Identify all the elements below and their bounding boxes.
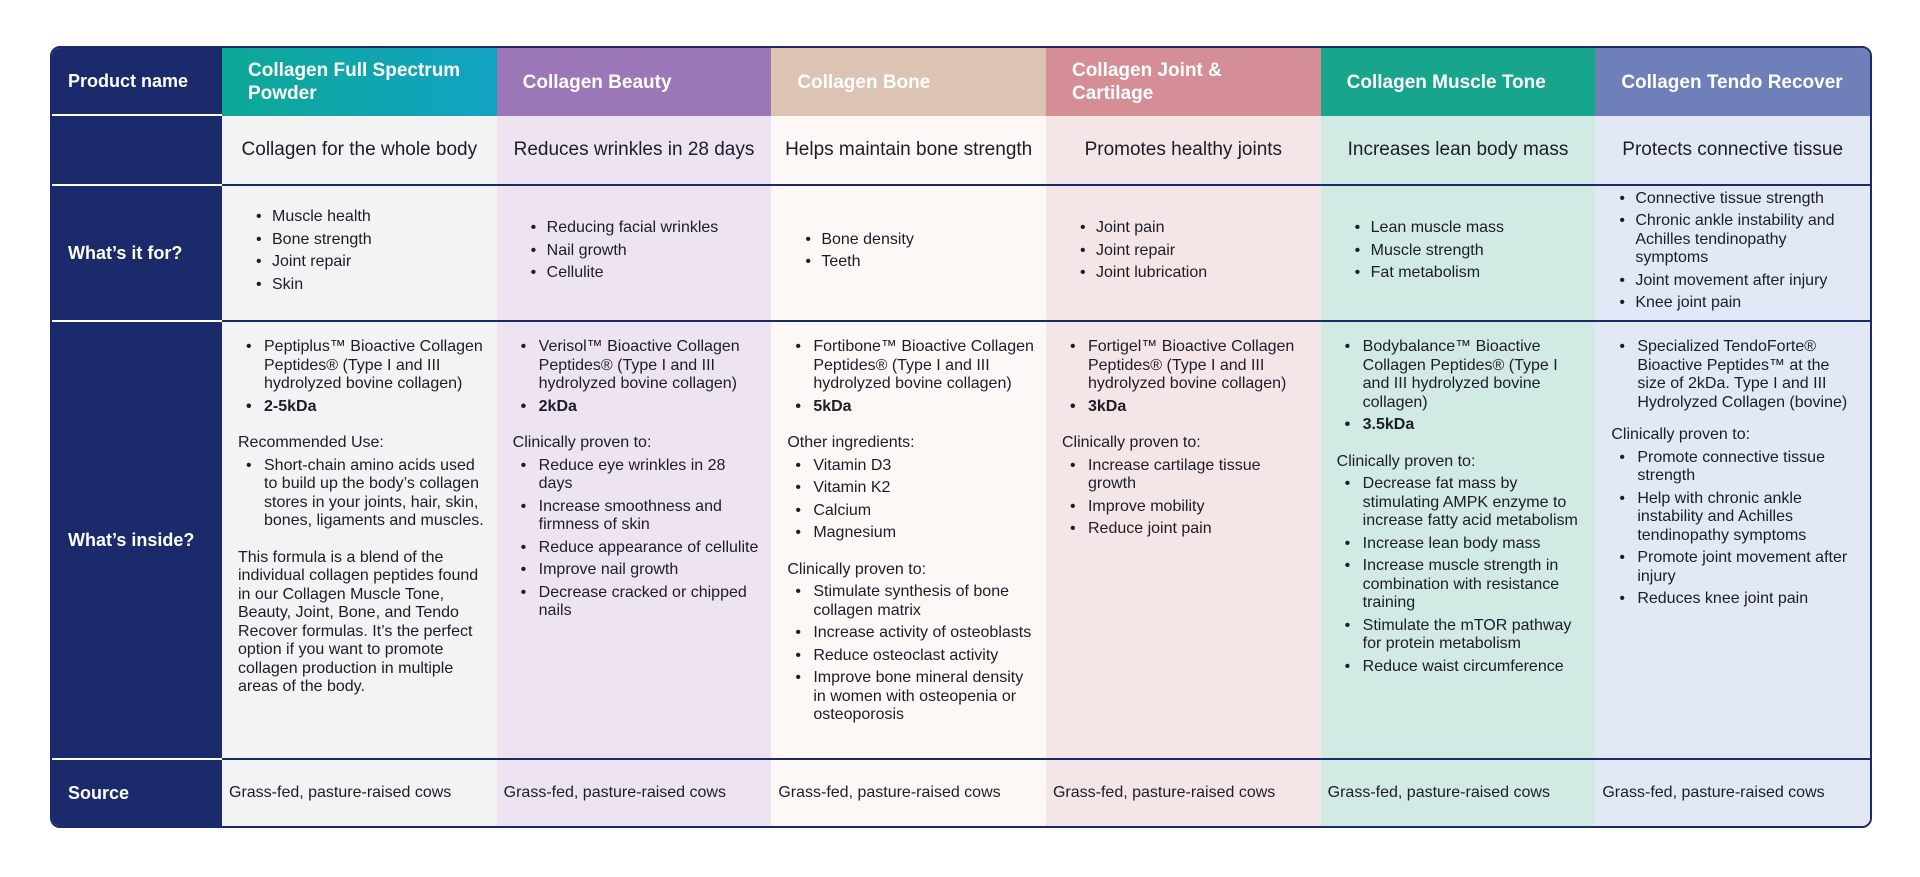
list-item: • Calcium (787, 502, 1036, 521)
peptide-description: • Verisol™ Bioactive Collagen Peptides® (Type I and III hydrolyzed bovine collagen) (513, 338, 762, 394)
peptide-size: • 3kDa (1062, 398, 1311, 417)
list-item: • Decrease fat mass by stimulating AMPK enzyme to increase fatty acid metabolism (1337, 475, 1586, 531)
uses-list (1070, 219, 1207, 287)
list-item: • Improve nail growth (513, 561, 762, 580)
peptide-list (787, 338, 1036, 416)
list-item: • Cellulite (521, 264, 719, 283)
uses-full-spectrum (222, 186, 497, 322)
peptide-description: • Fortibone™ Bioactive Collagen Peptides® (Type I and III hydrolyzed bovine collagen) (787, 338, 1036, 394)
peptide-list (513, 338, 762, 416)
list-item: • Joint repair (1070, 242, 1207, 261)
list-item: • Fat metabolism (1345, 264, 1504, 283)
list-item: • Stimulate synthesis of bone collagen matrix (787, 583, 1036, 620)
row-label-source: Source (52, 760, 222, 826)
list-item: • Vitamin K2 (787, 479, 1036, 498)
product-header-muscle: Collagen Muscle Tone (1321, 48, 1596, 116)
section-heading: Clinically proven to: (1061, 434, 1201, 451)
peptide-description: • Specialized TendoForte® Bioactive Peptides™ at the size of 2kDa. Type I and III Hydrolyzed Collagen (bovine) (1611, 338, 1860, 412)
list-item: • Joint pain (1070, 219, 1207, 238)
list-item: • Short-chain amino acids used to build up the body’s collagen stores in your joints, hair, skin, bones, ligaments and muscles. (238, 457, 487, 531)
list-item: • Chronic ankle instability and Achilles tendinopathy symptoms (1609, 212, 1862, 268)
uses-list (1609, 190, 1862, 317)
peptide-size: • 2-5kDa (238, 398, 487, 417)
tagline-full-spectrum: Collagen for the whole body (222, 116, 497, 186)
source-beauty: Grass-fed, pasture-raised cows (497, 760, 772, 826)
list-item: • Promote joint movement after injury (1611, 549, 1860, 586)
product-header-full-spectrum: Collagen Full Spectrum Powder (222, 48, 497, 116)
list-item: • Promote connective tissue strength (1611, 449, 1860, 486)
section-heading: Clinically proven to: (787, 560, 927, 578)
peptide-list (238, 338, 487, 416)
list-item: • Stimulate the mTOR pathway for protein metabolism (1337, 617, 1586, 654)
list-item: • Knee joint pain (1609, 294, 1862, 313)
tagline-bone: Helps maintain bone strength (771, 116, 1046, 186)
section-heading: Other ingredients: (787, 434, 915, 451)
peptide-list (1611, 338, 1860, 412)
source-full-spectrum: Grass-fed, pasture-raised cows (222, 760, 497, 826)
list-item: • Reduce waist circumference (1337, 658, 1586, 677)
list-item: • Joint repair (246, 253, 372, 272)
uses-list (246, 208, 372, 298)
list-item: • Reduce eye wrinkles in 28 days (513, 457, 762, 494)
source-bone: Grass-fed, pasture-raised cows (771, 760, 1046, 826)
uses-list (1345, 219, 1504, 287)
inside-full-spectrum (222, 322, 497, 760)
section-list (513, 457, 762, 621)
list-item: • Bone strength (246, 231, 372, 250)
row-label-inside: What’s inside? (52, 322, 222, 760)
tagline-tendo: Protects connective tissue (1595, 116, 1870, 186)
row-label-purpose: What’s it for? (52, 186, 222, 322)
section-heading: Clinically proven to: (1336, 452, 1476, 470)
formula-note: This formula is a blend of the individual collagen peptides found in our Collagen Muscle Tone, Beauty, Joint, Bone, and Tendo Recover formulas. It’s the perfect option if you want to promote collagen production in multiple areas of the body. (238, 548, 479, 695)
list-item: • Bone density (795, 231, 914, 250)
list-item: • Increase lean body mass (1337, 535, 1586, 554)
uses-list (795, 231, 914, 276)
row-label-product: Product name (52, 48, 222, 116)
peptide-size: • 3.5kDa (1337, 416, 1586, 435)
list-item: • Muscle health (246, 208, 372, 227)
peptide-description: • Bodybalance™ Bioactive Collagen Peptides® (Type I and III hydrolyzed bovine collagen) (1337, 338, 1586, 412)
list-item: • Improve bone mineral density in women with osteopenia or osteoporosis (787, 669, 1036, 725)
list-item: • Reduce appearance of cellulite (513, 539, 762, 558)
peptide-list (1062, 338, 1311, 416)
tagline-joint: Promotes healthy joints (1046, 116, 1321, 186)
list-item: • Reducing facial wrinkles (521, 219, 719, 238)
list-item: • Increase cartilage tissue growth (1062, 457, 1311, 494)
section-list (1337, 475, 1586, 676)
tagline-muscle: Increases lean body mass (1321, 116, 1596, 186)
inside-joint (1046, 322, 1321, 760)
uses-muscle (1321, 186, 1596, 322)
section-heading: Recommended Use: (238, 434, 384, 451)
list-item: • Joint lubrication (1070, 264, 1207, 283)
section-list (787, 457, 1036, 543)
source-muscle: Grass-fed, pasture-raised cows (1321, 760, 1596, 826)
list-item: • Decrease cracked or chipped nails (513, 584, 762, 621)
section-heading: Clinically proven to: (512, 434, 652, 451)
uses-joint (1046, 186, 1321, 322)
list-item: • Help with chronic ankle instability and Achilles tendinopathy symptoms (1611, 490, 1860, 546)
inside-muscle (1321, 322, 1596, 760)
source-joint: Grass-fed, pasture-raised cows (1046, 760, 1321, 826)
uses-bone (771, 186, 1046, 322)
collagen-comparison-table (50, 46, 1872, 828)
list-item: • Joint movement after injury (1609, 272, 1862, 291)
peptide-description: • Peptiplus™ Bioactive Collagen Peptides® (Type I and III hydrolyzed bovine collagen) (238, 338, 487, 394)
uses-tendo (1595, 186, 1870, 322)
source-tendo: Grass-fed, pasture-raised cows (1595, 760, 1870, 826)
tagline-beauty: Reduces wrinkles in 28 days (497, 116, 772, 186)
section-list (1611, 449, 1860, 609)
row-label-blank (52, 116, 222, 186)
list-item: • Reduce osteoclast activity (787, 647, 1036, 666)
product-header-tendo: Collagen Tendo Recover (1595, 48, 1870, 116)
peptide-size: • 5kDa (787, 398, 1036, 417)
product-header-bone: Collagen Bone (771, 48, 1046, 116)
peptide-description: • Fortigel™ Bioactive Collagen Peptides® (Type I and III hydrolyzed bovine collagen) (1062, 338, 1311, 394)
list-item: • Increase activity of osteoblasts (787, 624, 1036, 643)
inside-bone (771, 322, 1046, 760)
list-item: • Reduce joint pain (1062, 520, 1311, 539)
product-header-joint: Collagen Joint & Cartilage (1046, 48, 1321, 116)
list-item: • Muscle strength (1345, 242, 1504, 261)
section-list (1062, 457, 1311, 539)
peptide-size: • 2kDa (513, 398, 762, 417)
list-item: • Magnesium (787, 524, 1036, 543)
uses-list (521, 219, 719, 287)
product-header-beauty: Collagen Beauty (497, 48, 772, 116)
list-item: • Vitamin D3 (787, 457, 1036, 476)
list-item: • Improve mobility (1062, 498, 1311, 517)
list-item: • Increase smoothness and firmness of skin (513, 498, 762, 535)
section-list (787, 583, 1036, 725)
list-item: • Connective tissue strength (1609, 190, 1862, 209)
list-item: • Lean muscle mass (1345, 219, 1504, 238)
list-item: • Nail growth (521, 242, 719, 261)
list-item: • Reduces knee joint pain (1611, 590, 1860, 609)
inside-tendo (1595, 322, 1870, 760)
list-item: • Teeth (795, 253, 914, 272)
peptide-list (1337, 338, 1586, 435)
inside-beauty (497, 322, 772, 760)
list-item: • Skin (246, 276, 372, 295)
section-heading: Clinically proven to: (1611, 426, 1751, 443)
section-list (238, 457, 487, 531)
list-item: • Increase muscle strength in combination with resistance training (1337, 557, 1586, 613)
uses-beauty (497, 186, 772, 322)
